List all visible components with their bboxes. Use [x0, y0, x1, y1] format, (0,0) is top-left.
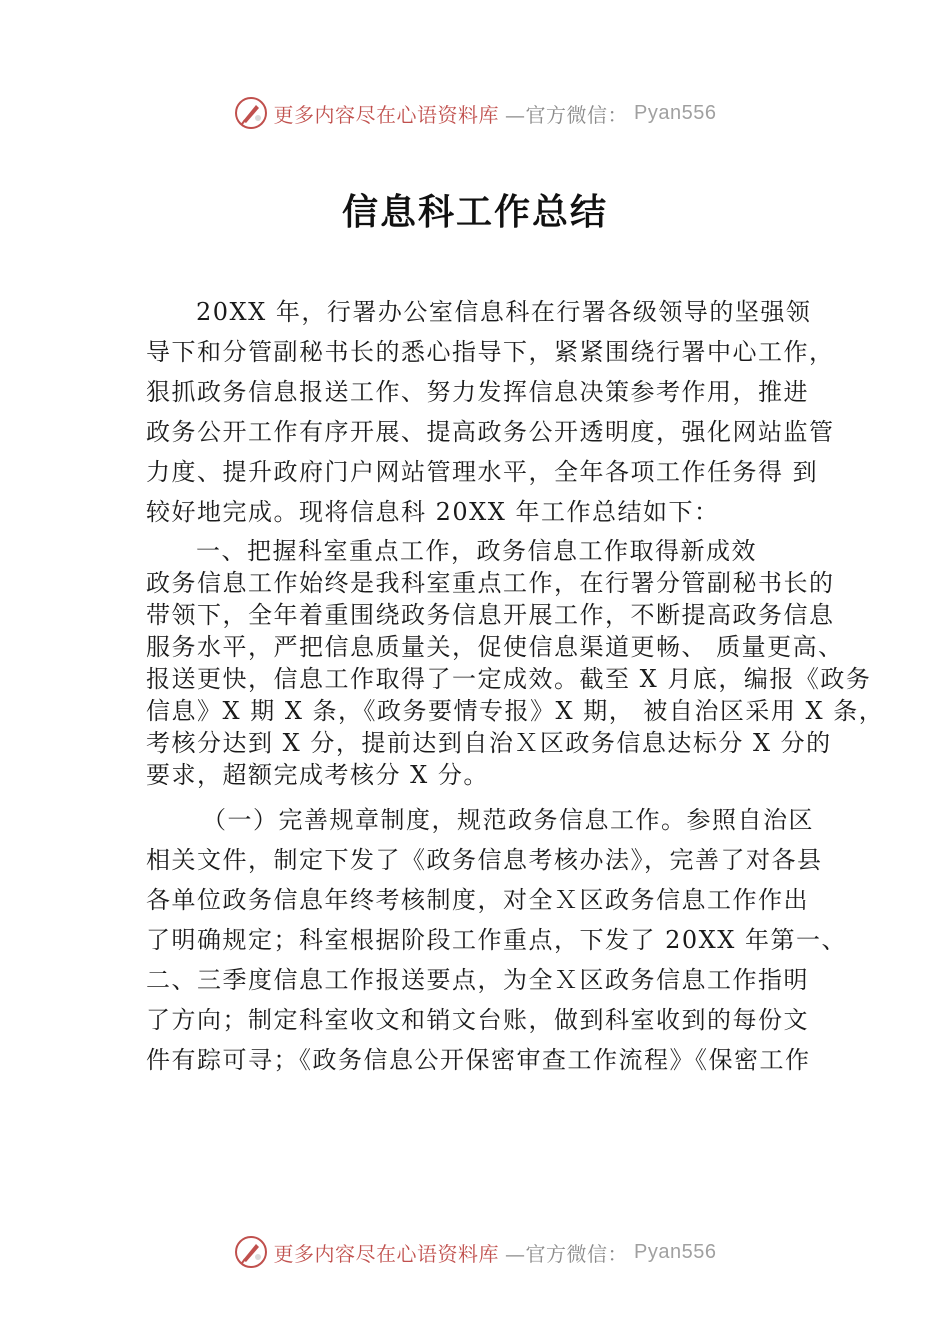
- subsection-line: 二、三季度信息工作报送要点，为全Ｘ区政务信息工作指明: [146, 966, 809, 994]
- section-line: 考核分达到 X 分，提前达到自治Ｘ区政务信息达标分 X 分的: [146, 729, 832, 757]
- watermark-text-label: —官方微信：: [505, 102, 629, 127]
- section-heading: 一、把握科室重点工作，政务信息工作取得新成效: [196, 537, 757, 565]
- quill-pen-logo-icon: [234, 1235, 268, 1269]
- subsection-1: [146, 800, 847, 1080]
- intro-line: 政务公开工作有序开展、提高政务公开透明度，强化网站监管: [146, 418, 835, 446]
- watermark-text-label: —官方微信：: [505, 1241, 629, 1266]
- section-1: [146, 535, 885, 791]
- intro-line: 导下和分管副秘书长的悉心指导下，紧紧围绕行署中心工作，: [146, 338, 835, 366]
- subsection-line: （一）完善规章制度，规范政务信息工作。参照自治区: [202, 806, 814, 834]
- subsection-line: 了明确规定；科室根据阶段工作重点，下发了 20XX 年第一、: [146, 926, 847, 954]
- section-line: 信息》X 期 X 条，《政务要情专报》X 期， 被自治区采用 X 条，: [146, 697, 885, 725]
- subsection-line: 各单位政务信息年终考核制度，对全Ｘ区政务信息工作作出: [146, 886, 809, 914]
- section-line: 政务信息工作始终是我科室重点工作，在行署分管副秘书长的: [146, 569, 835, 597]
- section-line: 带领下，全年着重围绕政务信息开展工作，不断提高政务信息: [146, 601, 835, 629]
- document-title: 信息科工作总结: [341, 191, 608, 233]
- section-line: 服务水平，严把信息质量关，促使信息渠道更畅、 质量更高、: [146, 633, 844, 661]
- intro-line: 力度、提升政府门户网站管理水平，全年各项工作任务得 到: [146, 458, 819, 486]
- intro-line: 狠抓政务信息报送工作、努力发挥信息决策参考作用，推进: [146, 378, 809, 406]
- section-line: 要求，超额完成考核分 X 分。: [146, 761, 489, 789]
- watermark-text-brand: 更多内容尽在心语资料库: [273, 1241, 500, 1266]
- section-line: 报送更快，信息工作取得了一定成效。截至 X 月底，编报《政务: [146, 665, 872, 693]
- intro-line: 20XX 年，行署办公室信息科在行署各级领导的坚强领: [196, 298, 812, 326]
- watermark-header: [0, 96, 950, 130]
- watermark-text-id: Pyan556: [634, 1240, 717, 1263]
- intro-paragraph: [146, 292, 836, 532]
- subsection-line: 了方向；制定科室收文和销文台账，做到科室收到的每份文: [146, 1006, 809, 1034]
- subsection-line: 件有踪可寻；《政务信息公开保密审查工作流程》《保密工作: [146, 1046, 811, 1074]
- watermark-text-brand: 更多内容尽在心语资料库: [273, 102, 500, 127]
- watermark-footer: [0, 1235, 950, 1269]
- watermark-text-id: Pyan556: [634, 101, 717, 124]
- intro-line: 较好地完成。现将信息科 20XX 年工作总结如下：: [146, 498, 720, 526]
- subsection-line: 相关文件，制定下发了《政务信息考核办法》，完善了对各县: [146, 846, 823, 874]
- quill-pen-logo-icon: [234, 96, 268, 130]
